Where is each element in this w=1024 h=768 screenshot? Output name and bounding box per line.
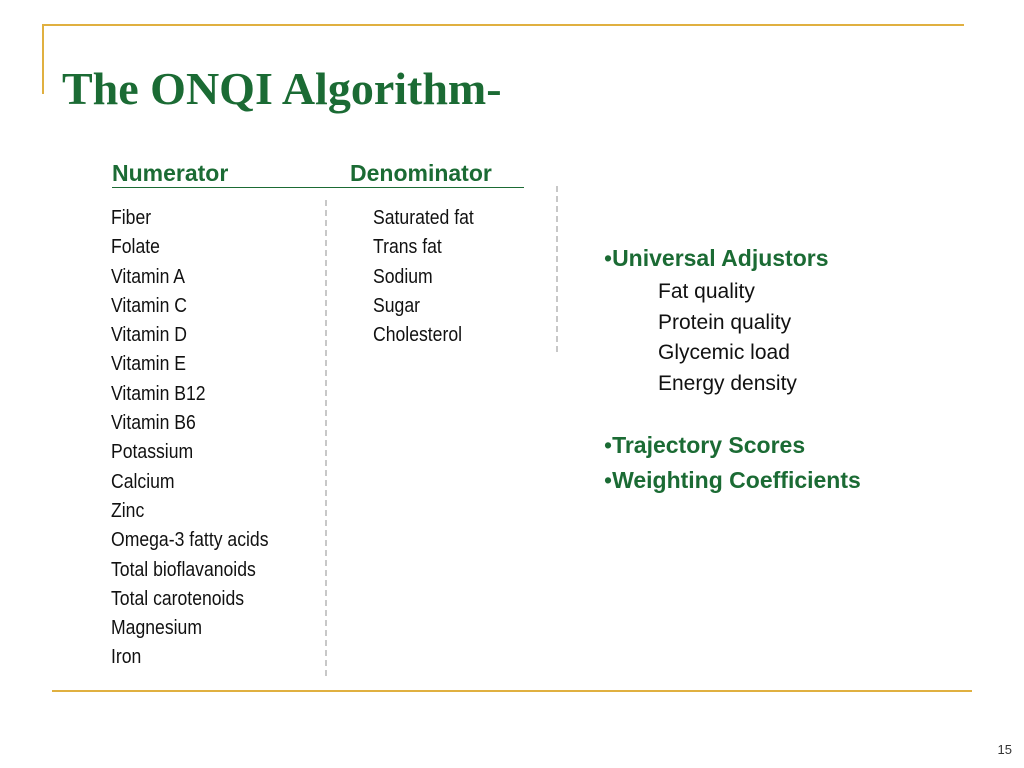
numerator-item: Zinc bbox=[111, 499, 145, 522]
denominator-item: Cholesterol bbox=[373, 324, 463, 347]
weighting-coefficients-bullet bbox=[604, 467, 861, 493]
numerator-item: Vitamin A bbox=[111, 265, 186, 288]
numerator-item: Fiber bbox=[111, 207, 152, 229]
numerator-item: Total bioflavanoids bbox=[111, 558, 256, 581]
denominator-list bbox=[373, 204, 474, 350]
numerator-item: Vitamin C bbox=[111, 294, 187, 317]
adjustor-item: Protein quality bbox=[658, 310, 792, 334]
frame-bottom-line bbox=[52, 690, 972, 692]
trajectory-scores-bullet bbox=[604, 432, 805, 458]
adjustor-item: Energy density bbox=[658, 371, 797, 395]
bullet-dot: • bbox=[604, 467, 613, 493]
header-underline bbox=[112, 187, 524, 188]
denominator-item: Saturated fat bbox=[373, 207, 474, 229]
weighting-coefficients-label: Weighting Coefficients bbox=[612, 467, 861, 493]
adjustor-item: Fat quality bbox=[658, 280, 755, 303]
frame-top-line bbox=[42, 24, 964, 26]
column-divider bbox=[325, 200, 327, 676]
bullet-dot: • bbox=[604, 245, 613, 271]
denominator-item: Sugar bbox=[373, 294, 420, 317]
numerator-item: Vitamin B12 bbox=[111, 382, 206, 405]
adjustor-list bbox=[658, 277, 797, 399]
frame-left-line bbox=[42, 24, 44, 94]
slide-title: The ONQI Algorithm- bbox=[62, 63, 502, 114]
numerator-item: Potassium bbox=[111, 441, 194, 464]
numerator-item: Omega-3 fatty acids bbox=[111, 529, 269, 552]
page-number: 15 bbox=[997, 742, 1012, 757]
trajectory-scores-label: Trajectory Scores bbox=[612, 432, 806, 458]
numerator-item: Folate bbox=[111, 236, 160, 259]
numerator-item: Vitamin D bbox=[111, 324, 187, 347]
numerator-item: Total carotenoids bbox=[111, 587, 245, 610]
column-divider-right bbox=[556, 186, 558, 352]
universal-adjustors-label: Universal Adjustors bbox=[612, 245, 829, 271]
universal-adjustors-heading bbox=[604, 245, 829, 271]
adjustor-item: Glycemic load bbox=[658, 341, 790, 364]
numerator-item: Vitamin B6 bbox=[111, 412, 196, 435]
numerator-item: Vitamin E bbox=[111, 353, 187, 376]
numerator-item: Magnesium bbox=[111, 617, 202, 640]
numerator-item: Iron bbox=[111, 646, 142, 669]
numerator-header: Numerator bbox=[112, 160, 229, 186]
denominator-item: Sodium bbox=[373, 265, 433, 288]
denominator-header: Denominator bbox=[350, 160, 492, 186]
numerator-item: Calcium bbox=[111, 470, 175, 493]
bullet-dot: • bbox=[604, 432, 613, 458]
numerator-list bbox=[111, 204, 268, 673]
denominator-item: Trans fat bbox=[373, 236, 442, 259]
